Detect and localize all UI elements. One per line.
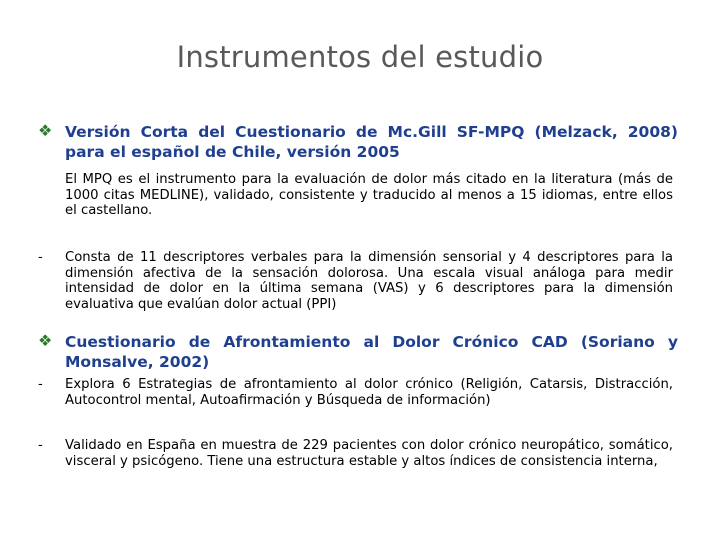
diamond-bullet-icon: ❖ xyxy=(38,123,53,140)
dash-bullet: - xyxy=(38,250,43,265)
dash-bullet: - xyxy=(38,438,43,453)
section-heading-text: Cuestionario de Afrontamiento al Dolor Crónico CAD (Soriano y Monsalve, 2002) xyxy=(65,333,678,371)
slide-title: Instrumentos del estudio xyxy=(176,40,544,74)
list-item: Validado en España en muestra de 229 pacientes con dolor crónico neuropático, somático, visceral y psicógeno. Tiene una estructura estable y altos índices de consistencia interna, xyxy=(65,438,673,469)
dash-bullet: - xyxy=(38,377,43,392)
section-intro: El MPQ es el instrumento para la evaluación de dolor más citado en la literatura (más de 1000 citas MEDLINE), validado, consistente y traducido al menos a 15 idiomas, entre ellos el castellano. xyxy=(65,172,673,218)
section-heading-mcgill xyxy=(38,122,678,162)
diamond-bullet-icon: ❖ xyxy=(38,333,53,350)
section-heading-cad xyxy=(38,332,678,372)
list-item: Explora 6 Estrategias de afrontamiento al dolor crónico (Religión, Catarsis, Distracción, Autocontrol mental, Autoafirmación y Búsqueda de información) xyxy=(65,377,673,408)
list-item: Consta de 11 descriptores verbales para la dimensión sensorial y 4 descriptores para la dimensión afectiva de la sensación dolorosa. Una escala visual análoga para medir intensidad de dolor en la última semana (VAS) y 6 descriptores para la dimensión evaluativa que evalúan dolor actual (PPI) xyxy=(65,250,673,312)
section-heading-text: Versión Corta del Cuestionario de Mc.Gill SF-MPQ (Melzack, 2008) para el español de Chile, versión 2005 xyxy=(65,123,678,161)
